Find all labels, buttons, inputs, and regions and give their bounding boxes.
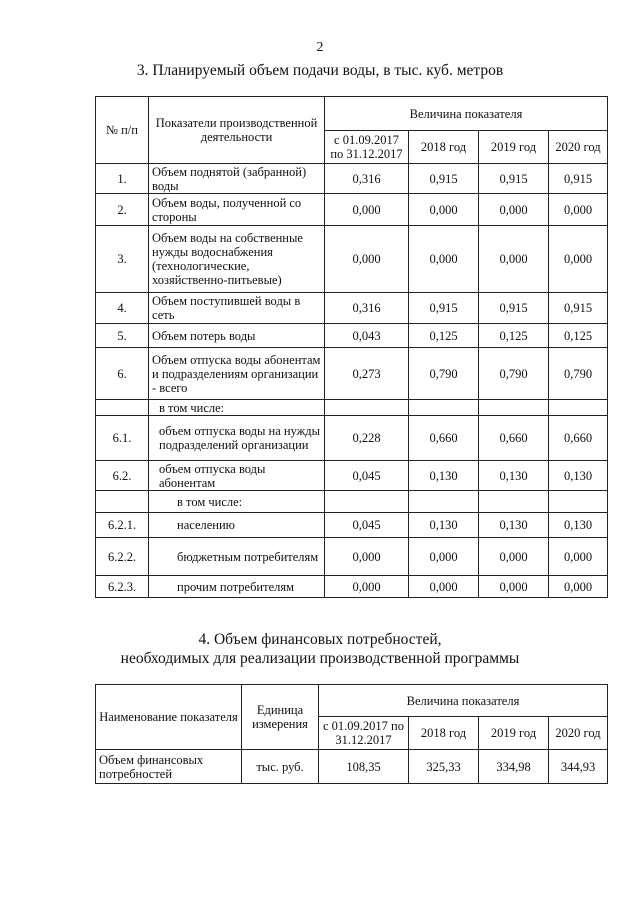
header-name: Наименование показателя bbox=[96, 685, 242, 750]
row-num: 6.1. bbox=[96, 416, 149, 461]
table-row bbox=[96, 513, 608, 538]
page-number: 2 bbox=[316, 40, 324, 55]
value-2019: 334,98 bbox=[479, 750, 549, 784]
table-row bbox=[96, 576, 608, 598]
value-2020 bbox=[549, 491, 608, 513]
value-2018: 0,130 bbox=[409, 513, 479, 538]
value-2019: 0,790 bbox=[479, 348, 549, 400]
section-4-title-line2: необходимых для реализации производственной программы bbox=[120, 650, 520, 667]
value-2018: 0,125 bbox=[409, 324, 479, 348]
value-2019: 0,000 bbox=[479, 538, 549, 576]
header-unit: Единица измерения bbox=[242, 685, 319, 750]
value-2018: 0,660 bbox=[409, 416, 479, 461]
table-row bbox=[96, 416, 608, 461]
table-row bbox=[96, 324, 608, 348]
row-label: Объем финансовых потребностей bbox=[96, 750, 242, 784]
value-2020: 0,000 bbox=[549, 538, 608, 576]
value-period bbox=[325, 400, 409, 416]
header-indicator: Показатели производственной деятельности bbox=[149, 97, 325, 164]
value-2019: 0,000 bbox=[479, 194, 549, 226]
row-label: населению bbox=[149, 513, 325, 538]
table-row bbox=[96, 226, 608, 293]
value-period: 0,000 bbox=[325, 226, 409, 293]
header-num: № п/п bbox=[96, 97, 149, 164]
header-value: Величина показателя bbox=[325, 97, 608, 131]
header-2020: 2020 год bbox=[549, 131, 608, 164]
value-period: 0,000 bbox=[325, 194, 409, 226]
value-2020: 0,000 bbox=[549, 226, 608, 293]
table-row bbox=[96, 538, 608, 576]
table-row bbox=[96, 400, 608, 416]
row-label: объем отпуска воды на нужды подразделений организации bbox=[149, 416, 325, 461]
header-period: с 01.09.2017 по 31.12.2017 bbox=[325, 131, 409, 164]
value-2018 bbox=[409, 491, 479, 513]
value-period: 0,043 bbox=[325, 324, 409, 348]
header-2018: 2018 год bbox=[409, 131, 479, 164]
value-2019: 0,915 bbox=[479, 164, 549, 194]
financial-needs-table bbox=[95, 684, 608, 784]
table-row bbox=[96, 750, 608, 784]
value-2020 bbox=[549, 400, 608, 416]
row-num: 6.2. bbox=[96, 461, 149, 491]
value-2020: 0,130 bbox=[549, 513, 608, 538]
row-label: бюджетным потребителям bbox=[149, 538, 325, 576]
water-supply-table bbox=[95, 96, 608, 598]
row-num bbox=[96, 400, 149, 416]
value-2018: 0,000 bbox=[409, 226, 479, 293]
row-label: объем отпуска воды абонентам bbox=[149, 461, 325, 491]
value-period bbox=[325, 491, 409, 513]
table-row bbox=[96, 348, 608, 400]
row-label: Объем поступившей воды в сеть bbox=[149, 293, 325, 324]
table-row bbox=[96, 293, 608, 324]
table-header-row bbox=[96, 97, 608, 131]
row-num: 3. bbox=[96, 226, 149, 293]
value-2020: 0,915 bbox=[549, 293, 608, 324]
value-2019 bbox=[479, 400, 549, 416]
value-2019: 0,000 bbox=[479, 226, 549, 293]
value-2018: 0,915 bbox=[409, 293, 479, 324]
value-period: 0,316 bbox=[325, 293, 409, 324]
value-period: 0,273 bbox=[325, 348, 409, 400]
value-period: 0,045 bbox=[325, 513, 409, 538]
value-2020: 0,130 bbox=[549, 461, 608, 491]
row-num: 6.2.2. bbox=[96, 538, 149, 576]
table-row bbox=[96, 491, 608, 513]
row-num: 6. bbox=[96, 348, 149, 400]
row-label: Объем воды на собственные нужды водоснабжения (технологические, хозяйственно-питьевые) bbox=[149, 226, 325, 293]
header-value: Величина показателя bbox=[319, 685, 608, 717]
value-2019: 0,660 bbox=[479, 416, 549, 461]
table-row bbox=[96, 461, 608, 491]
value-2018: 0,790 bbox=[409, 348, 479, 400]
value-period: 0,316 bbox=[325, 164, 409, 194]
value-2018: 0,915 bbox=[409, 164, 479, 194]
value-2019: 0,130 bbox=[479, 461, 549, 491]
value-period: 0,228 bbox=[325, 416, 409, 461]
header-period: с 01.09.2017 по 31.12.2017 bbox=[319, 717, 409, 750]
value-2020: 0,000 bbox=[549, 576, 608, 598]
row-label: в том числе: bbox=[149, 491, 325, 513]
row-label: Объем поднятой (забранной) воды bbox=[149, 164, 325, 194]
value-period: 0,000 bbox=[325, 576, 409, 598]
header-2020: 2020 год bbox=[549, 717, 608, 750]
header-2019: 2019 год bbox=[479, 131, 549, 164]
row-num: 5. bbox=[96, 324, 149, 348]
section-3-title: 3. Планируемый объем подачи воды, в тыс. куб. метров bbox=[136, 62, 504, 79]
value-2020: 0,125 bbox=[549, 324, 608, 348]
header-2019: 2019 год bbox=[479, 717, 549, 750]
value-2018: 325,33 bbox=[409, 750, 479, 784]
value-2020: 0,660 bbox=[549, 416, 608, 461]
header-2018: 2018 год bbox=[409, 717, 479, 750]
value-2018: 0,000 bbox=[409, 576, 479, 598]
value-2019: 0,915 bbox=[479, 293, 549, 324]
row-num: 4. bbox=[96, 293, 149, 324]
value-2018: 0,130 bbox=[409, 461, 479, 491]
value-period: 0,000 bbox=[325, 538, 409, 576]
value-2020: 344,93 bbox=[549, 750, 608, 784]
value-2019 bbox=[479, 491, 549, 513]
row-num: 2. bbox=[96, 194, 149, 226]
value-2019: 0,125 bbox=[479, 324, 549, 348]
row-num: 6.2.1. bbox=[96, 513, 149, 538]
table-header-row bbox=[96, 685, 608, 717]
row-num: 6.2.3. bbox=[96, 576, 149, 598]
row-label: Объем потерь воды bbox=[149, 324, 325, 348]
value-period: 108,35 bbox=[319, 750, 409, 784]
row-label: Объем отпуска воды абонентам и подразделениям организации - всего bbox=[149, 348, 325, 400]
table-row bbox=[96, 164, 608, 194]
value-2018: 0,000 bbox=[409, 538, 479, 576]
section-4-title-line1: 4. Объем финансовых потребностей, bbox=[198, 631, 442, 648]
value-period: 0,045 bbox=[325, 461, 409, 491]
row-num: 1. bbox=[96, 164, 149, 194]
row-label: прочим потребителям bbox=[149, 576, 325, 598]
value-2019: 0,130 bbox=[479, 513, 549, 538]
value-2018: 0,000 bbox=[409, 194, 479, 226]
row-unit: тыс. руб. bbox=[242, 750, 319, 784]
row-label: в том числе: bbox=[149, 400, 325, 416]
row-label: Объем воды, полученной со стороны bbox=[149, 194, 325, 226]
value-2018 bbox=[409, 400, 479, 416]
value-2020: 0,790 bbox=[549, 348, 608, 400]
section-4-title bbox=[0, 630, 640, 668]
value-2019: 0,000 bbox=[479, 576, 549, 598]
table-row bbox=[96, 194, 608, 226]
row-num bbox=[96, 491, 149, 513]
value-2020: 0,000 bbox=[549, 194, 608, 226]
value-2020: 0,915 bbox=[549, 164, 608, 194]
